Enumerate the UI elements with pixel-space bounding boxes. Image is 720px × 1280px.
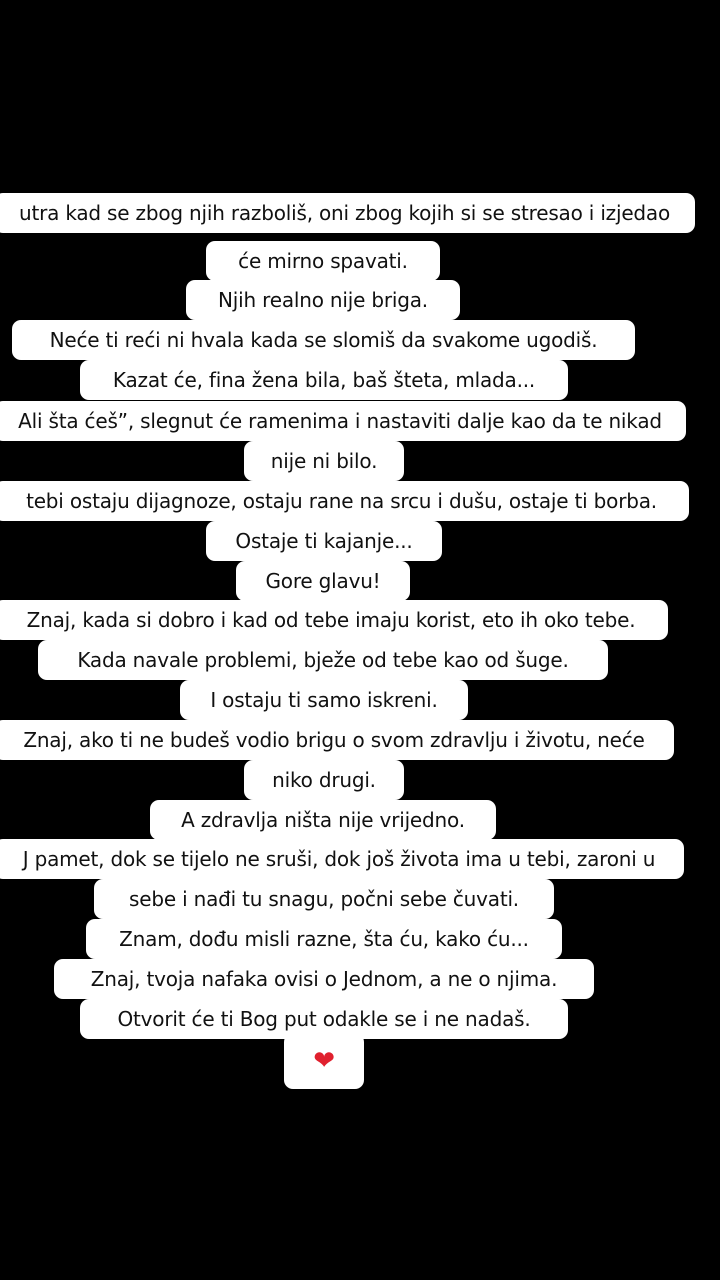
- caption-line: tebi ostaju dijagnoze, ostaju rane na srcu i dušu, ostaje ti borba.: [0, 481, 689, 521]
- caption-line: Znaj, tvoja nafaka ovisi o Jednom, a ne o njima.: [54, 959, 594, 999]
- caption-line: Kazat će, fina žena bila, baš šteta, mlada...: [80, 360, 568, 400]
- caption-line: Znam, dođu misli razne, šta ću, kako ću...: [86, 919, 562, 959]
- caption-line: Ali šta ćeš”, slegnut će ramenima i nastaviti dalje kao da te nikad: [0, 401, 686, 441]
- caption-line: Gore glavu!: [236, 561, 410, 601]
- caption-line: Otvorit će ti Bog put odakle se i ne nadaš.: [80, 999, 568, 1039]
- caption-line: J pamet, dok se tijelo ne sruši, dok još života ima u tebi, zaroni u: [0, 839, 684, 879]
- caption-line: Ostaje ti kajanje...: [206, 521, 442, 561]
- heart-emoji-icon: ❤: [284, 1033, 364, 1089]
- caption-line: A zdravlja ništa nije vrijedno.: [150, 800, 496, 840]
- caption-line: Znaj, kada si dobro i kad od tebe imaju korist, eto ih oko tebe.: [0, 600, 668, 640]
- caption-line: će mirno spavati.: [206, 241, 440, 281]
- caption-line: utra kad se zbog njih razboliš, oni zbog kojih si se stresao i izjedao: [0, 193, 695, 233]
- caption-line: Znaj, ako ti ne budeš vodio brigu o svom zdravlju i životu, neće: [0, 720, 674, 760]
- caption-line: Neće ti reći ni hvala kada se slomiš da svakome ugodiš.: [12, 320, 635, 360]
- caption-line: niko drugi.: [244, 760, 404, 800]
- caption-line: I ostaju ti samo iskreni.: [180, 680, 468, 720]
- caption-line: Njih realno nije briga.: [186, 280, 460, 320]
- caption-line: Kada navale problemi, bježe od tebe kao od šuge.: [38, 640, 608, 680]
- caption-line: sebe i nađi tu snagu, počni sebe čuvati.: [94, 879, 554, 919]
- caption-line: nije ni bilo.: [244, 441, 404, 481]
